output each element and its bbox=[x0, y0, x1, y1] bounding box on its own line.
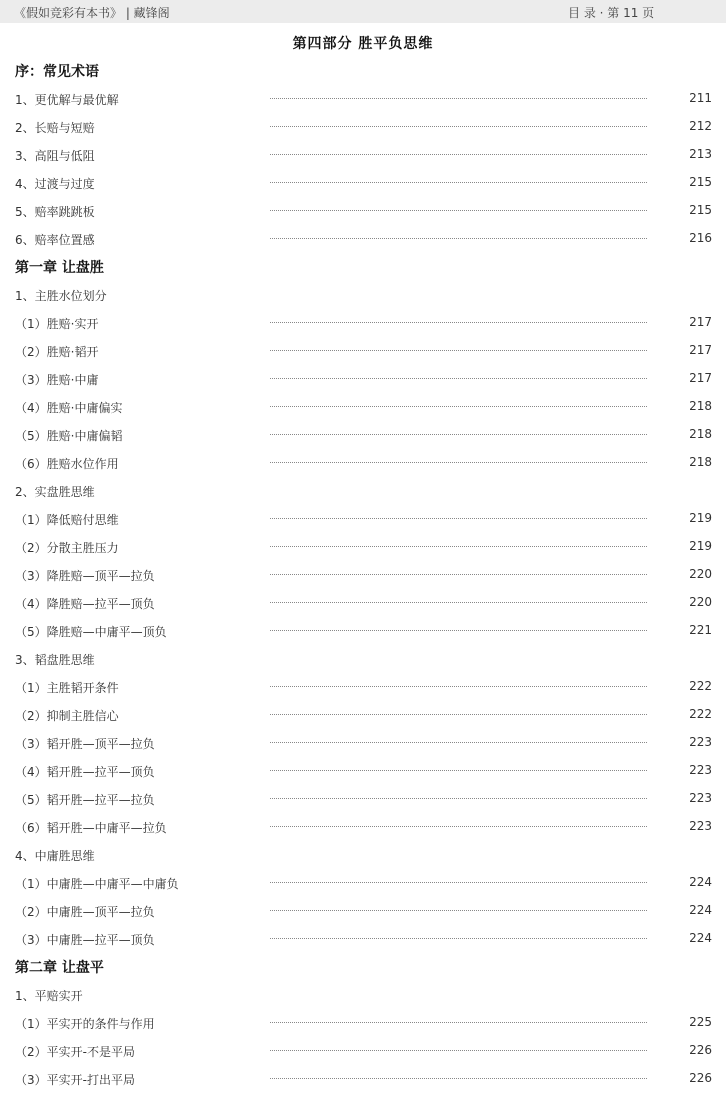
page-info: 目 录 · 第 11 页 bbox=[568, 6, 655, 20]
toc-page-number: 223 bbox=[689, 735, 712, 749]
toc-label: 序：常见术语 bbox=[15, 64, 99, 80]
toc-heading bbox=[0, 61, 726, 83]
toc-page-number: 213 bbox=[689, 147, 712, 161]
dot-leader bbox=[270, 1050, 647, 1051]
dot-leader bbox=[270, 686, 647, 687]
toc-page-number: 217 bbox=[689, 371, 712, 385]
toc-page-number: 215 bbox=[689, 175, 712, 189]
toc-label: 3、高阻与低阻 bbox=[15, 149, 95, 163]
toc-label: （6）韬开胜—中庸平—拉负 bbox=[15, 821, 167, 835]
dot-leader bbox=[270, 742, 647, 743]
toc-page-number: 222 bbox=[689, 707, 712, 721]
dot-leader bbox=[270, 1078, 647, 1079]
toc-page-number: 220 bbox=[689, 595, 712, 609]
toc-label: （2）抑制主胜信心 bbox=[15, 709, 119, 723]
toc-heading bbox=[0, 957, 726, 979]
toc-label: 第二章 让盘平 bbox=[15, 960, 104, 976]
toc-page-number: 226 bbox=[689, 1043, 712, 1057]
toc-heading bbox=[0, 257, 726, 279]
dot-leader bbox=[270, 714, 647, 715]
toc-entry[interactable] bbox=[0, 1069, 726, 1091]
toc-label: 3、韬盘胜思维 bbox=[15, 653, 95, 667]
toc-entry[interactable] bbox=[0, 453, 726, 475]
toc-entry[interactable] bbox=[0, 201, 726, 223]
dot-leader bbox=[270, 182, 647, 183]
toc-label: （3）胜赔·中庸 bbox=[15, 373, 99, 387]
dot-leader bbox=[270, 98, 647, 99]
toc-page-number: 223 bbox=[689, 791, 712, 805]
toc-entry[interactable] bbox=[0, 397, 726, 419]
toc-entry[interactable] bbox=[0, 425, 726, 447]
toc-label: 6、赔率位置感 bbox=[15, 233, 95, 247]
dot-leader bbox=[270, 154, 647, 155]
toc-label: 4、过渡与过度 bbox=[15, 177, 95, 191]
toc-page-number: 218 bbox=[689, 455, 712, 469]
toc-page-number: 225 bbox=[689, 1015, 712, 1029]
toc-label: 5、赔率跳跳板 bbox=[15, 205, 95, 219]
toc-label: （1）降低赔付思维 bbox=[15, 513, 119, 527]
toc-entry[interactable] bbox=[0, 705, 726, 727]
toc-page-number: 217 bbox=[689, 315, 712, 329]
toc-page-number: 223 bbox=[689, 763, 712, 777]
toc-label: 1、主胜水位划分 bbox=[15, 289, 107, 303]
toc-entry[interactable] bbox=[0, 89, 726, 111]
toc-label: （4）韬开胜—拉平—顶负 bbox=[15, 765, 155, 779]
toc-entry[interactable] bbox=[0, 733, 726, 755]
toc-entry[interactable] bbox=[0, 313, 726, 335]
toc-label: （3）韬开胜—顶平—拉负 bbox=[15, 737, 155, 751]
toc-page-number: 220 bbox=[689, 567, 712, 581]
toc-page-number: 218 bbox=[689, 427, 712, 441]
dot-leader bbox=[270, 406, 647, 407]
toc-label: （2）分散主胜压力 bbox=[15, 541, 119, 555]
toc-label: 2、实盘胜思维 bbox=[15, 485, 95, 499]
book-title: 《假如竞彩有本书》 | 藏锋阁 bbox=[14, 6, 170, 20]
toc-label: （1）胜赔·实开 bbox=[15, 317, 99, 331]
dot-leader bbox=[270, 434, 647, 435]
toc-label: （2）中庸胜—顶平—拉负 bbox=[15, 905, 155, 919]
dot-leader bbox=[270, 882, 647, 883]
toc-entry[interactable] bbox=[0, 1041, 726, 1063]
toc-label: （1）平实开的条件与作用 bbox=[15, 1017, 155, 1031]
toc-label: （3）中庸胜—拉平—顶负 bbox=[15, 933, 155, 947]
dot-leader bbox=[270, 350, 647, 351]
toc-label: （6）胜赔水位作用 bbox=[15, 457, 119, 471]
toc-entry[interactable] bbox=[0, 117, 726, 139]
toc-page-number: 226 bbox=[689, 1071, 712, 1085]
dot-leader bbox=[270, 546, 647, 547]
toc-page-number: 211 bbox=[689, 91, 712, 105]
toc-entry[interactable] bbox=[0, 789, 726, 811]
dot-leader bbox=[270, 462, 647, 463]
toc-entry[interactable] bbox=[0, 761, 726, 783]
toc-label: 2、长赔与短赔 bbox=[15, 121, 95, 135]
toc-entry[interactable] bbox=[0, 229, 726, 251]
toc-entry[interactable] bbox=[0, 873, 726, 895]
toc-page-number: 218 bbox=[689, 399, 712, 413]
dot-leader bbox=[270, 770, 647, 771]
dot-leader bbox=[270, 126, 647, 127]
toc-label: （2）平实开-不是平局 bbox=[15, 1045, 135, 1059]
toc-page-number: 224 bbox=[689, 931, 712, 945]
toc-label: （2）胜赔·韬开 bbox=[15, 345, 99, 359]
dot-leader bbox=[270, 322, 647, 323]
toc-section bbox=[0, 285, 726, 307]
toc-page-number: 221 bbox=[689, 623, 712, 637]
toc-label: （4）胜赔·中庸偏实 bbox=[15, 401, 123, 415]
toc-page-number: 212 bbox=[689, 119, 712, 133]
toc-entry[interactable] bbox=[0, 565, 726, 587]
toc-entry[interactable] bbox=[0, 677, 726, 699]
toc-page-number: 224 bbox=[689, 875, 712, 889]
toc-page-number: 222 bbox=[689, 679, 712, 693]
dot-leader bbox=[270, 910, 647, 911]
toc-page-number: 216 bbox=[689, 231, 712, 245]
dot-leader bbox=[270, 938, 647, 939]
toc-label: （1）中庸胜—中庸平—中庸负 bbox=[15, 877, 179, 891]
toc-entry[interactable] bbox=[0, 173, 726, 195]
toc-entry[interactable] bbox=[0, 621, 726, 643]
dot-leader bbox=[270, 210, 647, 211]
toc-entry[interactable] bbox=[0, 593, 726, 615]
dot-leader bbox=[270, 1022, 647, 1023]
dot-leader bbox=[270, 826, 647, 827]
toc-label: （5）胜赔·中庸偏韬 bbox=[15, 429, 123, 443]
toc-page-number: 217 bbox=[689, 343, 712, 357]
dot-leader bbox=[270, 378, 647, 379]
toc-page-number: 215 bbox=[689, 203, 712, 217]
toc-label: 1、平赔实开 bbox=[15, 989, 83, 1003]
toc-page-number: 223 bbox=[689, 819, 712, 833]
toc-section bbox=[0, 845, 726, 867]
part-title: 第四部分 胜平负思维 bbox=[292, 36, 434, 52]
toc-entry[interactable] bbox=[0, 817, 726, 839]
toc-section bbox=[0, 481, 726, 503]
toc-label: 4、中庸胜思维 bbox=[15, 849, 95, 863]
dot-leader bbox=[270, 630, 647, 631]
toc-label: 1、更优解与最优解 bbox=[15, 93, 119, 107]
toc-entry[interactable] bbox=[0, 537, 726, 559]
toc-page-number: 224 bbox=[689, 903, 712, 917]
toc-label: （5）韬开胜—拉平—拉负 bbox=[15, 793, 155, 807]
toc-entry[interactable] bbox=[0, 509, 726, 531]
toc-section bbox=[0, 985, 726, 1007]
toc-label: 第一章 让盘胜 bbox=[15, 260, 104, 276]
dot-leader bbox=[270, 518, 647, 519]
toc-label: （1）主胜韬开条件 bbox=[15, 681, 119, 695]
toc-entry[interactable] bbox=[0, 145, 726, 167]
toc-page-number: 219 bbox=[689, 511, 712, 525]
toc-label: （3）降胜赔—顶平—拉负 bbox=[15, 569, 155, 583]
dot-leader bbox=[270, 238, 647, 239]
toc-label: （4）降胜赔—拉平—顶负 bbox=[15, 597, 155, 611]
dot-leader bbox=[270, 798, 647, 799]
toc-label: （5）降胜赔—中庸平—顶负 bbox=[15, 625, 167, 639]
toc-entry[interactable] bbox=[0, 369, 726, 391]
toc-page-number: 219 bbox=[689, 539, 712, 553]
toc-label: （3）平实开-打出平局 bbox=[15, 1073, 135, 1087]
dot-leader bbox=[270, 602, 647, 603]
toc-entry[interactable] bbox=[0, 341, 726, 363]
dot-leader bbox=[270, 574, 647, 575]
toc-entry[interactable] bbox=[0, 1013, 726, 1035]
toc-section bbox=[0, 649, 726, 671]
toc-entry[interactable] bbox=[0, 901, 726, 923]
toc-entry[interactable] bbox=[0, 929, 726, 951]
